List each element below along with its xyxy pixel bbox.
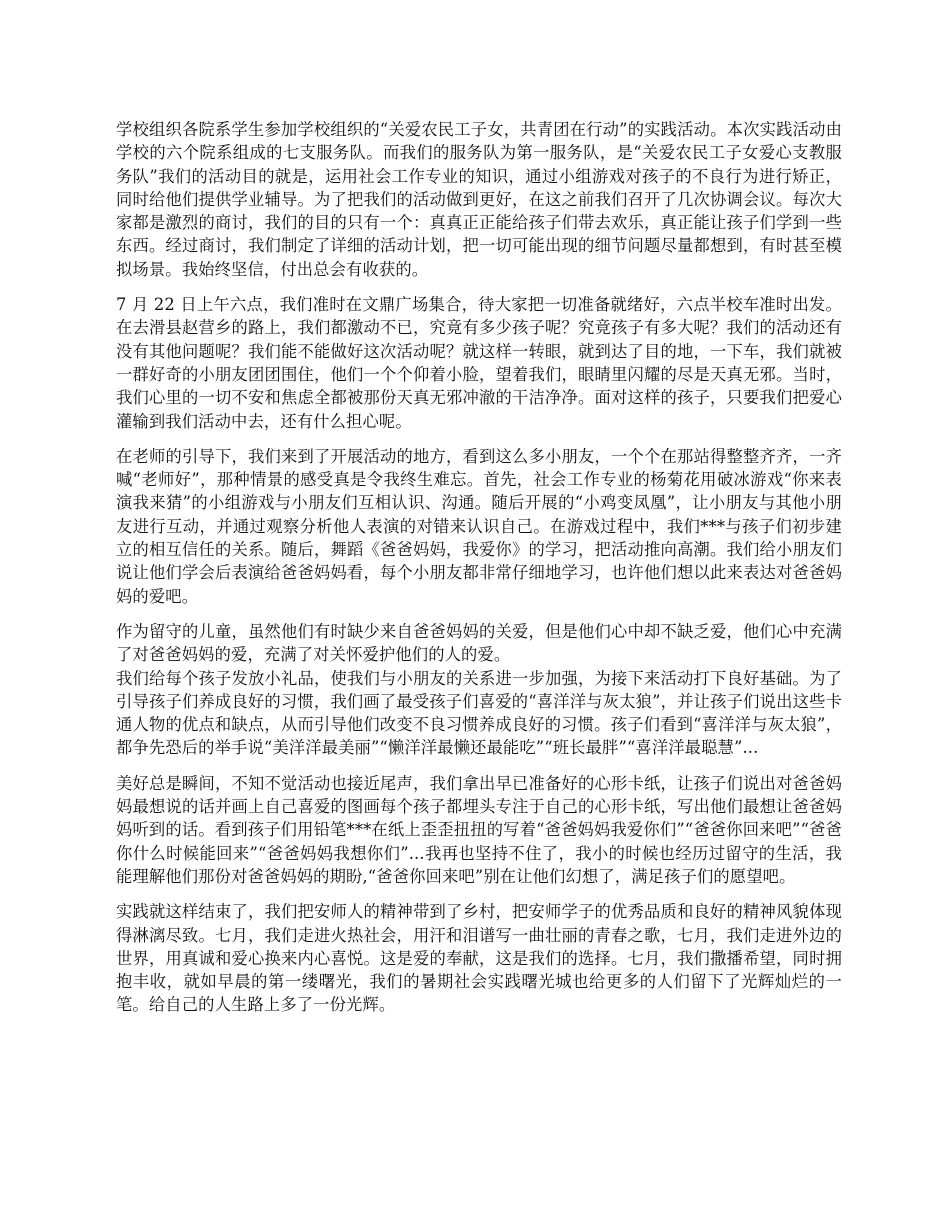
paragraph-2: 7 月 22 日上午六点，我们准时在文鼎广场集合，待大家把一切准备就绪好，六点半校车准时出发。在去滑县赵营乡的路上，我们都激动不已，究竟有多少孩子呢？究竟孩子有多大呢？我们的活动还有没有其他问题呢？我们能不能做好这次活动呢？就这样一转眼，就到达了目的地，一下车，我们就被一群好奇的小朋友团团围住，他们一个个仰着小脸，望着我们，眼睛里闪耀的尽是天真无邪。当时，我们心里的一切不安和焦虑全都被那份天真无邪冲澈的干洁净净。面对这样的孩子，只要我们把爱心灌输到我们活动中去，还有什么担心呢。 <box>116 295 842 431</box>
paragraph-5: 我们给每个孩子发放小礼品，使我们与小朋友的关系进一步加强，为接下来活动打下良好基础。为了引导孩子们养成良好的习惯，我们画了最受孩子们喜爱的“喜洋洋与灰太狼”，并让孩子们说出这些卡通人物的优点和缺点，从而引导他们改变不良习惯养成良好的习惯。孩子们看到“喜洋洋与灰太狼”，都争先恐后的举手说“美洋洋最美丽”“懒洋洋最懒还最能吃”“班长最胖”“喜洋洋最聪慧”... <box>116 668 842 758</box>
paragraph-4: 作为留守的儿童，虽然他们有时缺少来自爸爸妈妈的关爱，但是他们心中却不缺乏爱，他们心中充满了对爸爸妈妈的爱，充满了对关怀爱护他们的人的爱。 <box>116 621 842 665</box>
paragraph-7: 实践就这样结束了，我们把安师人的精神带到了乡村，把安师学子的优秀品质和良好的精神风貌体现得淋漓尽致。七月，我们走进火热社会，用汗和泪谱写一曲壮丽的青春之歌，七月，我们走进外边的世界，用真诚和爱心换来内心喜悦。这是爱的奉献，这是我们的选择。七月，我们撒播希望，同时拥抱丰收，就如早晨的第一缕曙光，我们的暑期社会实践曙光城也给更多的人们留下了光辉灿烂的一笔。给自己的人生路上多了一份光辉。 <box>116 902 842 1015</box>
paragraph-6: 美好总是瞬间，不知不觉活动也接近尾声，我们拿出早已准备好的心形卡纸，让孩子们说出对爸爸妈妈最想说的话并画上自己喜爱的图画每个孩子都埋头专注于自己的心形卡纸，写出他们最想让爸爸妈妈听到的话。看到孩子们用铅笔***在纸上歪歪扭扭的写着“爸爸妈妈我爱你们”“爸爸你回来吧”“爸爸你什么时候能回来”“爸爸妈妈我想你们”...我再也坚持不住了，我小的时候也经历过留守的生活，我能理解他们那份对爸爸妈妈的期盼,“爸爸你回来吧”别在让他们幻想了，满足孩子们的愿望吧。 <box>116 773 842 886</box>
paragraph-3: 在老师的引导下，我们来到了开展活动的地方，看到这么多小朋友，一个个在那站得整整齐齐，一齐喊“老师好”，那种情景的感受真是令我终生难忘。首先，社会工作专业的杨菊花用破冰游戏“你来表演我来猜”的小组游戏与小朋友们互相认识、沟通。随后开展的“小鸡变凤凰”，让小朋友与其他小朋友进行互动，并通过观察分析他人表演的对错来认识自己。在游戏过程中，我们***与孩子们初步建立的相互信任的关系。随后，舞蹈《爸爸妈妈，我爱你》的学习，把活动推向高潮。我们给小朋友们说让他们学会后表演给爸爸妈妈看，每个小朋友都非常仔细地学习，也许他们想以此来表达对爸爸妈妈的爱吧。 <box>116 446 842 606</box>
paragraph-1: 学校组织各院系学生参加学校组织的“关爱农民工子女，共青团在行动”的实践活动。本次实践活动由学校的六个院系组成的七支服务队。而我们的服务队为第一服务队，是“关爱农民工子女爱心支教服务队”我们的活动目的就是，运用社会工作专业的知识，通过小组游戏对孩子的不良行为进行矫正，同时给他们提供学业辅导。为了把我们的活动做到更好，在这之前我们召开了几次协调会议。每次大家都是激烈的商讨，我们的目的只有一个：真真正正能给孩子们带去欢乐，真正能让孩子们学到一些东西。经过商讨，我们制定了详细的活动计划，把一切可能出现的细节问题尽量都想到，有时甚至模拟场景。我始终坚信，付出总会有收获的。 <box>116 120 842 279</box>
document-body <box>116 118 842 1029</box>
